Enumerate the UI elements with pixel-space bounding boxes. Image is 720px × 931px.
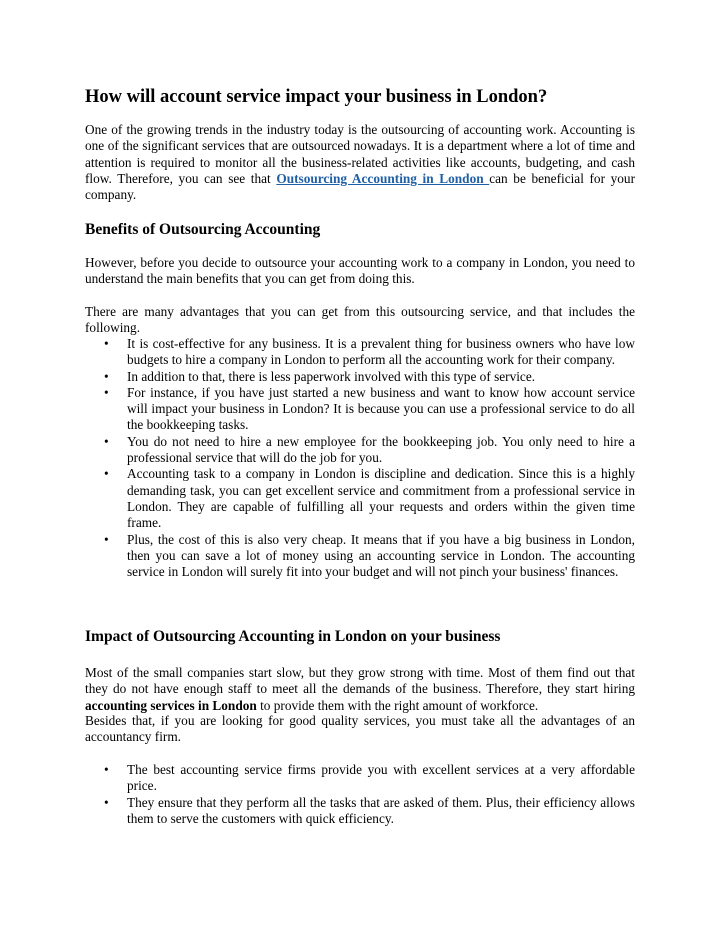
benefits-heading: Benefits of Outsourcing Accounting (85, 221, 321, 238)
list-item: • The best accounting service firms provide you with excellent services at a very affordable price. (85, 762, 635, 795)
list-item: • It is cost-effective for any business. It is a prevalent thing for business owners who have low budgets to hire a company in London to perform all the accounting work for their company. (85, 336, 635, 369)
benefits-list (85, 336, 635, 580)
impact-paragraph-2: Besides that, if you are looking for good quality services, you must take all the advantages of an accountancy firm. (85, 713, 635, 745)
list-item: • You do not need to hire a new employee for the bookkeeping job. You only need to hire a professional service that will do the job for you. (85, 434, 635, 467)
list-item: • Accounting task to a company in London is discipline and dedication. Since this is a highly demanding task, you can get excellent service and commitment from a professional service in London. They are capable of fulfilling all your requests and orders within the given time frame. (85, 466, 635, 531)
list-item: • They ensure that they perform all the tasks that are asked of them. Plus, their efficiency allows them to serve the customers with quick efficiency. (85, 795, 635, 828)
list-item: • For instance, if you have just started a new business and want to know how account service will impact your business in London? It is because you can use a professional service to do all the bookkeeping tasks. (85, 385, 635, 434)
impact-heading: Impact of Outsourcing Accounting in London on your business (85, 628, 501, 645)
list-item: • Plus, the cost of this is also very cheap. It means that if you have a big business in London, then you can save a lot of money using an accounting service in London. The accounting service in London will surely fit into your budget and will not pinch your business' finances. (85, 532, 635, 581)
impact-list (85, 762, 635, 827)
impact-paragraph-1 (85, 665, 635, 714)
intro-text-end: can be beneficial for your company. (85, 170, 636, 203)
impact-text: Most of the small companies start slow, but they grow strong with time. Most of them find out that they do not have enough staff to meet all the demands of the business. Therefore, they start hiring (85, 665, 635, 697)
intro-paragraph (85, 122, 635, 203)
accounting-services-bold: accounting services in London (85, 697, 257, 713)
benefits-paragraph-1: However, before you decide to outsource your accounting work to a company in London, you need to understand the main benefits that you can get from doing this. (85, 255, 635, 287)
intro-text: One of the growing trends in the industry today is the outsourcing of accounting work. Accounting is one of the significant services that are outsourced nowadays. It is a department where a lot of time and attention is required to monitor all the business-related activities like accounts, budgeting, and cash flow. Therefore, you can see that (85, 122, 635, 186)
list-item: • In addition to that, there is less paperwork involved with this type of service. (85, 369, 635, 385)
page-title: How will account service impact your business in London? (85, 87, 548, 107)
benefits-paragraph-2: There are many advantages that you can get from this outsourcing service, and that includes the following. (85, 304, 635, 336)
impact-text-end: to provide them with the right amount of workforce. (256, 697, 539, 713)
outsourcing-accounting-link[interactable]: Outsourcing Accounting in London (276, 170, 490, 186)
